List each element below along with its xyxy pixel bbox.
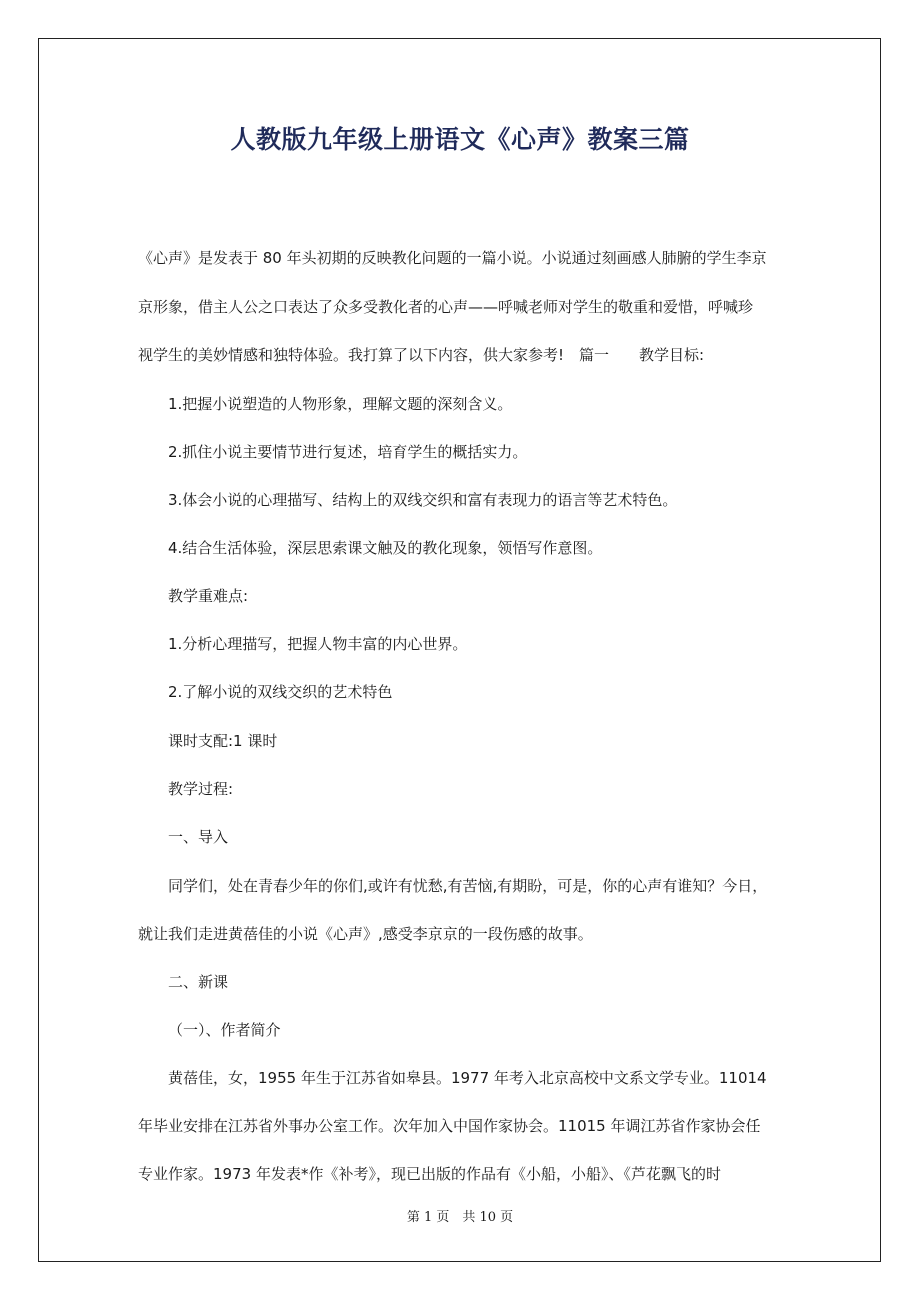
page-number: 第 1 页 共 10 页 [406,1210,514,1225]
paragraph-line: 京形象，借主人公之口表达了众多受教化者的心声——呼喊老师对学生的敬重和爱惜，呼喊珍 [138,298,754,316]
paragraph-line: 1.分析心理描写，把握人物丰富的内心世界。 [168,635,468,653]
paragraph-line: 4.结合生活体验，深层思索课文触及的教化现象，领悟写作意图。 [168,539,603,557]
section-heading: 二、新课 [168,973,229,991]
paragraph-line: 2.抓住小说主要情节进行复述，培育学生的概括实力。 [168,443,528,461]
paragraph-line: 3.体会小说的心理描写、结构上的双线交织和富有表现力的语言等艺术特色。 [168,491,678,509]
paragraph-line: 视学生的美妙情感和独特体验。我打算了以下内容，供大家参考! 篇一 教学目标: [138,346,705,364]
paragraph-line: 2.了解小说的双线交织的艺术特色 [168,683,393,701]
paragraph-line: 《心声》是发表于 80 年头初期的反映教化问题的一篇小说。小说通过刻画感人肺腑的学生李京 [138,249,767,267]
paragraph-line: 专业作家。1973 年发表*作《补考》，现已出版的作品有《小船，小船》、《芦花飘飞的时 [138,1165,721,1183]
paragraph-line: 课时支配:1 课时 [168,732,278,750]
section-heading: 教学过程: [168,780,234,798]
section-heading: 一、导入 [168,828,229,846]
paragraph-line: 黄蓓佳，女，1955 年生于江苏省如皋县。1977 年考入北京高校中文系文学专业。11014 [168,1069,767,1087]
section-heading: 教学重难点: [168,587,249,605]
paragraph-line: 就让我们走进黄蓓佳的小说《心声》,感受李京京的一段伤感的故事。 [138,925,593,943]
section-heading: （一）、作者简介 [168,1021,281,1039]
paragraph-line: 1.把握小说塑造的人物形象，理解文题的深刻含义。 [168,395,513,413]
document-title: 人教版九年级上册语文《心声》教案三篇 [230,125,690,154]
paragraph-line: 年毕业安排在江苏省外事办公室工作。次年加入中国作家协会。11015 年调江苏省作家协会任 [138,1117,761,1135]
paragraph-line: 同学们，处在青春少年的你们,或许有忧愁,有苦恼,有期盼，可是，你的心声有谁知？今日， [168,877,768,895]
